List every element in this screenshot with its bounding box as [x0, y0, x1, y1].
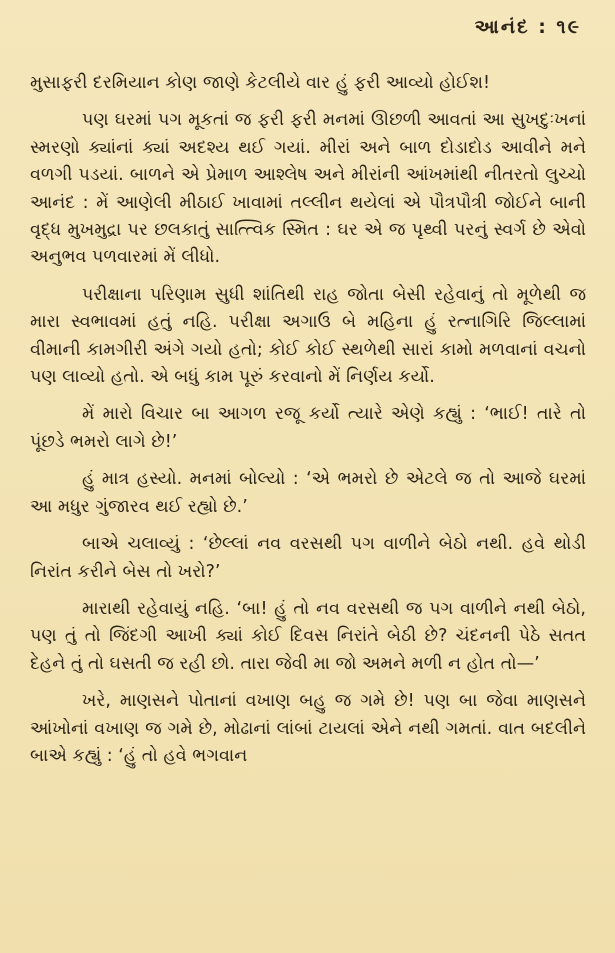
paragraph-3: પરીક્ષાના પરિણામ સુધી શાંતિથી રાહ જોતા બેસી રહેવાનું તો મૂળેથી જ મારા સ્વભાવમાં હતું નહિ. પરીક્ષા અગાઉ બે મહિના હું રત્નાગિરિ જિલ્લામાં વીમાની કામગીરી અંગે ગયો હતો; કોઈ કોઈ સ્થળેથી સારાં કામો મળવાનાં વચનો પણ લાવ્યો હતો. એ બધું કામ પૂરું કરવાનો મેં નિર્ણય કર્યો.	[30, 284, 586, 388]
body-text	[30, 70, 586, 780]
paragraph-7: મારાથી રહેવાયું નહિ. ‘બા! હું તો નવ વરસથી જ પગ વાળીને નથી બેઠો, પણ તું તો જિંદગી આખી ક્યાં કોઈ દિવસ નિરાંતે બેઠી છે? ચંદનની પેઠે સતત દેહને તું તો ઘસતી જ રહી છો. તારા જેવી મા જો અમને મળી ન હોત તો—’	[30, 598, 586, 674]
paragraph-6: બાએ ચલાવ્યું : ‘છેલ્લાં નવ વરસથી પગ વાળીને બેઠો નથી. હવે થોડી નિરાંત કરીને બેસ તો ખરો?’	[30, 534, 586, 582]
paragraph-8: ખરે, માણસને પોતાનાં વખાણ બહુ જ ગમે છે! પણ બા જેવા માણસને આંખોનાં વખાણ જ ગમે છે, મોઢાનાં લાંબાં ટાયલાં એને નથી ગમતાં. વાત બદલીને બાએ કહ્યું : ‘હું તો હવે ભગવાન	[30, 691, 586, 766]
paragraph-1: મુસાફરી દરમિયાન કોણ જાણે કેટલીયે વાર હું ફરી આવ્યો હોઈશ!	[30, 73, 490, 93]
paragraph-2: પણ ઘરમાં પગ મૂકતાં જ ફરી ફરી મનમાં ઊછળી આવતાં આ સુખદુઃખનાં સ્મરણો ક્યાંનાં ક્યાં અદશ્ય થઈ ગયાં. મીરાં અને બાળ દોડાદોડ આવીને મને વળગી પડયાં. બાળને એ પ્રેમાળ આશ્લેષ અને મીરાંની આંખમાંથી નીતરતો લુચ્ચો આનંદ : મેં આણેલી મીઠાઈ ખાવામાં તલ્લીન થયેલાં એ પૌત્રપૌત્રી જોઈને બાની વૃદ્ધ મુખમુદ્રા પર છલકાતું સાત્ત્વિક સ્મિત : ઘર એ જ પૃથ્વી પરનું સ્વર્ગ છે એવો અનુભવ પળવારમાં મેં લીધો.	[30, 110, 586, 268]
paragraph-4: મેં મારો વિચાર બા આગળ રજૂ કર્યો ત્યારે એણે કહ્યું : ‘ભાઈ! તારે તો પૂંછડે ભમરો લાગે છે!’	[30, 404, 586, 452]
paragraph-5: હું માત્ર હસ્યો. મનમાં બોલ્યો : ‘એ ભમરો છે એટલે જ તો આજે ઘરમાં આ મધુર ગુંજારવ થઈ રહ્યો છે.’	[30, 469, 586, 517]
running-header: આનંદ : ૧૯	[474, 16, 581, 38]
